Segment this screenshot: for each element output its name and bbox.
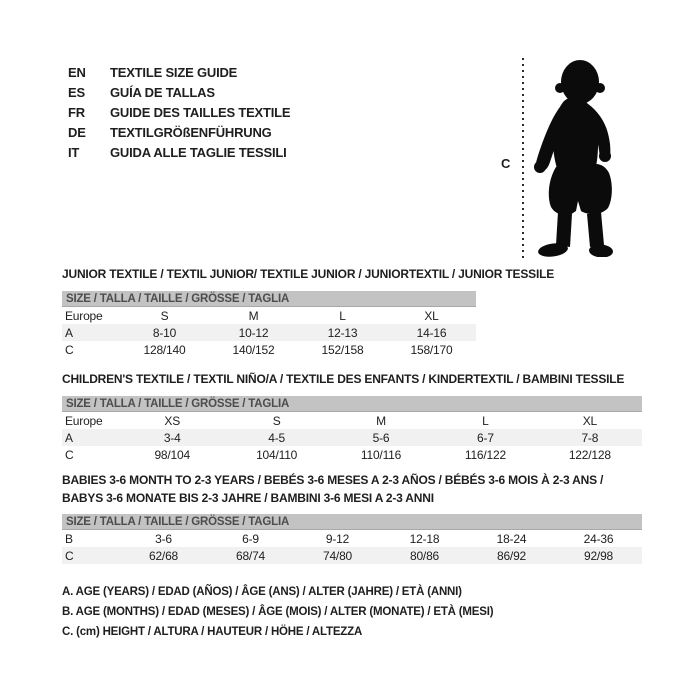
- cell: 3-6: [155, 531, 172, 546]
- row-label: A: [65, 430, 73, 445]
- height-dotted-line: [521, 57, 525, 259]
- row-label: A: [65, 325, 73, 340]
- cell: 104/110: [256, 447, 298, 462]
- section-title-babies-line1: BABIES 3-6 MONTH TO 2-3 YEARS / BEBÉS 3-6 MESES A 2-3 AÑOS / BÉBÉS 3-6 MOIS À 2-3 ANS /: [62, 473, 604, 487]
- cell: 4-5: [268, 430, 285, 445]
- cell: 8-10: [152, 325, 177, 340]
- height-measure-label: C: [501, 156, 511, 171]
- babies-size-table: [62, 514, 642, 564]
- language-guide: [68, 62, 290, 162]
- lang-label: GUIDA ALLE TAGLIE TESSILI: [110, 144, 287, 160]
- table-row: [62, 429, 642, 446]
- children-size-table: [62, 396, 642, 463]
- row-label: C: [65, 447, 74, 462]
- table-row: [62, 307, 476, 324]
- cell: 122/128: [568, 447, 611, 462]
- cell: M: [248, 308, 259, 323]
- lang-row-fr: [68, 102, 290, 122]
- cell: 158/170: [410, 342, 453, 357]
- lang-row-es: [68, 82, 290, 102]
- junior-size-table: [62, 291, 476, 358]
- cell: 9-12: [325, 531, 350, 546]
- cell: 128/140: [143, 342, 186, 357]
- section-title-junior: JUNIOR TEXTILE / TEXTIL JUNIOR/ TEXTILE JUNIOR / JUNIORTEXTIL / JUNIOR TESSILE: [62, 267, 555, 281]
- table-row: [62, 412, 642, 429]
- row-label: Europe: [65, 413, 103, 428]
- footnotes: [62, 586, 493, 646]
- section-title-babies-line2: BABYS 3-6 MONATE BIS 2-3 JAHRE / BAMBINI 3-6 MESI A 2-3 ANNI: [62, 491, 434, 505]
- cell: 18-24: [496, 531, 527, 546]
- cell: 98/104: [154, 447, 190, 462]
- footnote-b: B. AGE (MONTHS) / EDAD (MESES) / ÂGE (MOIS) / ALTER (MONATE) / ETÀ (MESI): [62, 606, 494, 618]
- row-label: C: [65, 342, 74, 357]
- cell: 62/68: [148, 548, 179, 563]
- lang-code: FR: [68, 104, 85, 120]
- table-row: [62, 341, 476, 358]
- row-label: C: [65, 548, 74, 563]
- section-title-children: CHILDREN'S TEXTILE / TEXTIL NIÑO/A / TEXTILE DES ENFANTS / KINDERTEXTIL / BAMBINI TESSILE: [62, 372, 625, 386]
- lang-row-de: [68, 122, 290, 142]
- cell: 14-16: [416, 325, 447, 340]
- footnote-a: A. AGE (YEARS) / EDAD (AÑOS) / ÂGE (ANS) / ALTER (JAHRE) / ETÀ (ANNI): [62, 586, 462, 598]
- cell: 12-13: [327, 325, 358, 340]
- cell: 68/74: [235, 548, 266, 563]
- cell: 74/80: [322, 548, 353, 563]
- cell: XL: [424, 308, 439, 323]
- table-row: [62, 547, 642, 564]
- lang-label: TEXTILGRÖßENFÜHRUNG: [110, 124, 272, 140]
- table-row: [62, 324, 476, 341]
- lang-label: GUÍA DE TALLAS: [110, 84, 215, 100]
- footnote-c: C. (cm) HEIGHT / ALTURA / HAUTEUR / HÖHE / ALTEZZA: [62, 626, 363, 638]
- row-label: B: [65, 531, 73, 546]
- cell: 140/152: [232, 342, 275, 357]
- lang-code: DE: [68, 124, 86, 140]
- lang-code: ES: [68, 84, 85, 100]
- cell: 10-12: [238, 325, 269, 340]
- cell: 12-18: [409, 531, 440, 546]
- cell: 3-4: [163, 430, 181, 445]
- cell: S: [160, 308, 169, 323]
- size-header-bar: SIZE / TALLA / TAILLE / GRÖSSE / TAGLIA: [62, 291, 476, 307]
- cell: 6-7: [477, 430, 494, 445]
- row-label: Europe: [65, 308, 103, 323]
- cell: 24-36: [583, 531, 614, 546]
- cell: 92/98: [583, 548, 614, 563]
- cell: M: [376, 413, 386, 428]
- cell: 6-9: [242, 531, 259, 546]
- size-header-bar: SIZE / TALLA / TAILLE / GRÖSSE / TAGLIA: [62, 396, 642, 412]
- cell: XS: [164, 413, 180, 428]
- lang-label: GUIDE DES TAILLES TEXTILE: [110, 104, 291, 120]
- cell: L: [339, 308, 346, 323]
- cell: L: [482, 413, 489, 428]
- cell: 7-8: [581, 430, 599, 445]
- baby-silhouette-icon: [527, 57, 622, 257]
- table-row: [62, 446, 642, 463]
- cell: 110/116: [360, 447, 402, 462]
- cell: XL: [582, 413, 597, 428]
- cell: S: [272, 413, 281, 428]
- lang-row-en: [68, 62, 290, 82]
- size-header-bar: SIZE / TALLA / TAILLE / GRÖSSE / TAGLIA: [62, 514, 642, 530]
- cell: 5-6: [372, 430, 390, 445]
- lang-row-it: [68, 142, 290, 162]
- lang-code: IT: [68, 144, 80, 160]
- lang-code: EN: [68, 64, 86, 80]
- lang-label: TEXTILE SIZE GUIDE: [110, 64, 238, 80]
- cell: 116/122: [464, 447, 506, 462]
- cell: 80/86: [409, 548, 440, 563]
- cell: 152/158: [321, 342, 364, 357]
- table-row: [62, 530, 642, 547]
- cell: 86/92: [496, 548, 527, 563]
